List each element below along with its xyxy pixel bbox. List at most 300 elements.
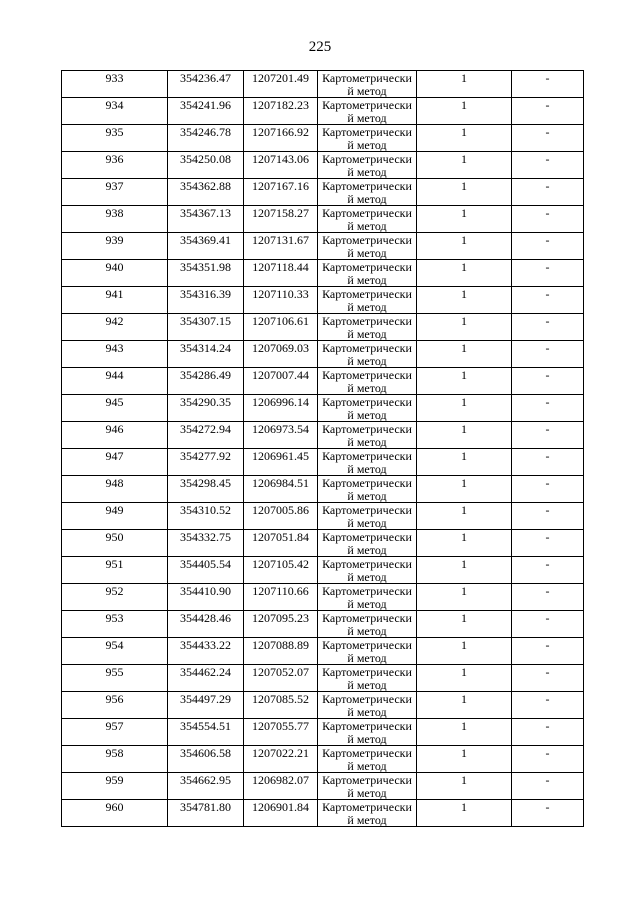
point-number-text: 944 <box>105 368 124 382</box>
y-coordinate-text: 1207007.44 <box>252 368 309 382</box>
point-number-text: 959 <box>105 773 124 787</box>
y-coordinate-cell <box>244 719 318 746</box>
multiplicity-text: 1 <box>461 476 467 490</box>
table-row <box>62 503 584 530</box>
table-row <box>62 800 584 827</box>
table-row <box>62 395 584 422</box>
multiplicity-text: 1 <box>461 611 467 625</box>
y-coordinate-cell <box>244 422 318 449</box>
note-text: - <box>545 314 550 328</box>
point-number-cell <box>62 206 168 233</box>
point-number-text: 947 <box>105 449 124 463</box>
point-number-text: 941 <box>105 287 124 301</box>
multiplicity-cell <box>417 449 512 476</box>
point-number-cell <box>62 638 168 665</box>
note-text: - <box>545 503 550 517</box>
note-text: - <box>545 692 550 706</box>
method-text: Картометрически <box>322 395 412 409</box>
method-text: й метод <box>347 137 387 152</box>
multiplicity-text: 1 <box>461 557 467 571</box>
method-text: й метод <box>347 434 387 449</box>
y-coordinate-cell <box>244 125 318 152</box>
x-coordinate-cell <box>168 368 244 395</box>
note-cell <box>512 314 584 341</box>
page-number: 225 <box>308 39 332 55</box>
note-cell <box>512 530 584 557</box>
multiplicity-text: 1 <box>461 206 467 220</box>
point-number-cell <box>62 800 168 827</box>
multiplicity-text: 1 <box>461 449 467 463</box>
y-coordinate-text: 1207105.42 <box>252 557 309 571</box>
note-cell <box>512 71 584 98</box>
note-text: - <box>545 179 550 193</box>
point-number-text: 943 <box>105 341 124 355</box>
point-number-cell <box>62 152 168 179</box>
table-row <box>62 557 584 584</box>
x-coordinate-text: 354367.13 <box>180 206 231 220</box>
x-coordinate-text: 354606.58 <box>180 746 231 760</box>
multiplicity-text: 1 <box>461 584 467 598</box>
multiplicity-text: 1 <box>461 800 467 814</box>
method-text: Картометрически <box>322 179 412 193</box>
multiplicity-cell <box>417 746 512 773</box>
method-text: й метод <box>347 758 387 773</box>
y-coordinate-text: 1207088.89 <box>252 638 309 652</box>
multiplicity-cell <box>417 179 512 206</box>
multiplicity-cell <box>417 638 512 665</box>
method-text: й метод <box>347 731 387 746</box>
point-number-text: 933 <box>105 71 124 85</box>
y-coordinate-cell <box>244 476 318 503</box>
method-text: й метод <box>347 299 387 314</box>
multiplicity-text: 1 <box>461 287 467 301</box>
multiplicity-text: 1 <box>461 773 467 787</box>
point-number-text: 946 <box>105 422 124 436</box>
y-coordinate-cell <box>244 557 318 584</box>
point-number-cell <box>62 179 168 206</box>
x-coordinate-cell <box>168 152 244 179</box>
note-cell <box>512 503 584 530</box>
multiplicity-text: 1 <box>461 692 467 706</box>
method-text: Картометрически <box>322 611 412 625</box>
method-text: й метод <box>347 83 387 98</box>
x-coordinate-cell <box>168 746 244 773</box>
x-coordinate-cell <box>168 71 244 98</box>
multiplicity-cell <box>417 422 512 449</box>
x-coordinate-cell <box>168 341 244 368</box>
y-coordinate-cell <box>244 341 318 368</box>
note-text: - <box>545 665 550 679</box>
method-cell <box>318 746 417 773</box>
point-number-cell <box>62 773 168 800</box>
method-text: й метод <box>347 596 387 611</box>
method-cell <box>318 692 417 719</box>
table-row <box>62 206 584 233</box>
method-text: й метод <box>347 191 387 206</box>
method-text: й метод <box>347 353 387 368</box>
y-coordinate-text: 1206961.45 <box>252 449 309 463</box>
point-number-text: 960 <box>105 800 124 814</box>
x-coordinate-text: 354250.08 <box>180 152 231 166</box>
point-number-cell <box>62 584 168 611</box>
multiplicity-text: 1 <box>461 719 467 733</box>
note-text: - <box>545 71 550 85</box>
method-text: й метод <box>347 218 387 233</box>
note-text: - <box>545 152 550 166</box>
point-number-cell <box>62 233 168 260</box>
y-coordinate-text: 1207055.77 <box>252 719 309 733</box>
multiplicity-cell <box>417 503 512 530</box>
x-coordinate-cell <box>168 314 244 341</box>
method-cell <box>318 584 417 611</box>
multiplicity-cell <box>417 584 512 611</box>
method-text: й метод <box>347 569 387 584</box>
y-coordinate-text: 1206984.51 <box>252 476 309 490</box>
method-text: Картометрически <box>322 746 412 760</box>
point-number-cell <box>62 260 168 287</box>
x-coordinate-cell <box>168 287 244 314</box>
method-cell <box>318 260 417 287</box>
method-text: Картометрически <box>322 638 412 652</box>
multiplicity-text: 1 <box>461 503 467 517</box>
note-text: - <box>545 530 550 544</box>
method-cell <box>318 611 417 638</box>
method-cell <box>318 449 417 476</box>
y-coordinate-cell <box>244 773 318 800</box>
note-cell <box>512 449 584 476</box>
method-cell <box>318 341 417 368</box>
note-cell <box>512 476 584 503</box>
point-number-text: 949 <box>105 503 124 517</box>
point-number-text: 935 <box>105 125 124 139</box>
x-coordinate-text: 354351.98 <box>180 260 231 274</box>
note-text: - <box>545 341 550 355</box>
note-cell <box>512 341 584 368</box>
table-row <box>62 638 584 665</box>
multiplicity-cell <box>417 476 512 503</box>
method-text: Картометрически <box>322 260 412 274</box>
method-text: Картометрически <box>322 692 412 706</box>
note-text: - <box>545 233 550 247</box>
point-number-cell <box>62 449 168 476</box>
y-coordinate-cell <box>244 368 318 395</box>
method-cell <box>318 71 417 98</box>
note-cell <box>512 206 584 233</box>
point-number-text: 955 <box>105 665 124 679</box>
point-number-text: 952 <box>105 584 124 598</box>
multiplicity-cell <box>417 692 512 719</box>
multiplicity-text: 1 <box>461 341 467 355</box>
note-text: - <box>545 719 550 733</box>
method-text: й метод <box>347 245 387 260</box>
point-number-cell <box>62 71 168 98</box>
x-coordinate-cell <box>168 692 244 719</box>
point-number-cell <box>62 557 168 584</box>
y-coordinate-text: 1207051.84 <box>252 530 309 544</box>
method-cell <box>318 179 417 206</box>
x-coordinate-cell <box>168 611 244 638</box>
multiplicity-text: 1 <box>461 260 467 274</box>
multiplicity-cell <box>417 314 512 341</box>
table-row <box>62 746 584 773</box>
note-text: - <box>545 125 550 139</box>
note-text: - <box>545 584 550 598</box>
method-cell <box>318 503 417 530</box>
method-text: Картометрически <box>322 206 412 220</box>
point-number-cell <box>62 665 168 692</box>
point-number-cell <box>62 368 168 395</box>
table-row <box>62 773 584 800</box>
y-coordinate-text: 1207022.21 <box>252 746 309 760</box>
note-cell <box>512 233 584 260</box>
note-text: - <box>545 287 550 301</box>
table-row <box>62 98 584 125</box>
x-coordinate-text: 354236.47 <box>180 71 231 85</box>
method-text: й метод <box>347 407 387 422</box>
multiplicity-cell <box>417 395 512 422</box>
note-cell <box>512 179 584 206</box>
point-number-cell <box>62 530 168 557</box>
note-text: - <box>545 260 550 274</box>
y-coordinate-cell <box>244 206 318 233</box>
table-row <box>62 719 584 746</box>
y-coordinate-text: 1207182.23 <box>252 98 309 112</box>
y-coordinate-cell <box>244 665 318 692</box>
point-number-text: 950 <box>105 530 124 544</box>
y-coordinate-cell <box>244 692 318 719</box>
x-coordinate-text: 354362.88 <box>180 179 231 193</box>
multiplicity-text: 1 <box>461 530 467 544</box>
x-coordinate-text: 354410.90 <box>180 584 231 598</box>
note-cell <box>512 368 584 395</box>
point-number-cell <box>62 746 168 773</box>
x-coordinate-cell <box>168 530 244 557</box>
x-coordinate-text: 354310.52 <box>180 503 231 517</box>
note-cell <box>512 719 584 746</box>
method-cell <box>318 530 417 557</box>
method-cell <box>318 773 417 800</box>
note-cell <box>512 395 584 422</box>
note-cell <box>512 746 584 773</box>
method-text: й метод <box>347 650 387 665</box>
x-coordinate-text: 354241.96 <box>180 98 231 112</box>
y-coordinate-cell <box>244 152 318 179</box>
multiplicity-cell <box>417 71 512 98</box>
table-row <box>62 314 584 341</box>
x-coordinate-cell <box>168 719 244 746</box>
multiplicity-text: 1 <box>461 71 467 85</box>
table-row <box>62 233 584 260</box>
method-text: Картометрически <box>322 476 412 490</box>
point-number-cell <box>62 611 168 638</box>
y-coordinate-cell <box>244 233 318 260</box>
x-coordinate-text: 354246.78 <box>180 125 231 139</box>
note-cell <box>512 692 584 719</box>
x-coordinate-text: 354497.29 <box>180 692 231 706</box>
note-cell <box>512 800 584 827</box>
method-text: Картометрически <box>322 449 412 463</box>
multiplicity-text: 1 <box>461 368 467 382</box>
point-number-text: 936 <box>105 152 124 166</box>
method-text: й метод <box>347 677 387 692</box>
y-coordinate-cell <box>244 611 318 638</box>
x-coordinate-cell <box>168 179 244 206</box>
point-number-text: 956 <box>105 692 124 706</box>
method-text: й метод <box>347 812 387 827</box>
table-row <box>62 260 584 287</box>
table-row <box>62 665 584 692</box>
point-number-text: 940 <box>105 260 124 274</box>
y-coordinate-cell <box>244 314 318 341</box>
method-text: й метод <box>347 461 387 476</box>
y-coordinate-text: 1207095.23 <box>252 611 309 625</box>
point-number-cell <box>62 719 168 746</box>
point-number-text: 945 <box>105 395 124 409</box>
method-text: й метод <box>347 704 387 719</box>
y-coordinate-cell <box>244 260 318 287</box>
x-coordinate-text: 354428.46 <box>180 611 231 625</box>
y-coordinate-cell <box>244 503 318 530</box>
note-cell <box>512 260 584 287</box>
multiplicity-text: 1 <box>461 152 467 166</box>
x-coordinate-cell <box>168 98 244 125</box>
y-coordinate-text: 1207118.44 <box>252 260 309 274</box>
y-coordinate-cell <box>244 800 318 827</box>
y-coordinate-cell <box>244 395 318 422</box>
method-text: Картометрически <box>322 341 412 355</box>
table-row <box>62 611 584 638</box>
y-coordinate-cell <box>244 746 318 773</box>
method-cell <box>318 557 417 584</box>
multiplicity-text: 1 <box>461 179 467 193</box>
x-coordinate-cell <box>168 260 244 287</box>
coordinates-table-body <box>62 71 584 827</box>
method-text: Картометрически <box>322 368 412 382</box>
method-cell <box>318 368 417 395</box>
x-coordinate-text: 354290.35 <box>180 395 231 409</box>
method-text: Картометрически <box>322 98 412 112</box>
method-text: й метод <box>347 272 387 287</box>
method-text: Картометрически <box>322 773 412 787</box>
y-coordinate-text: 1207143.06 <box>252 152 309 166</box>
method-cell <box>318 125 417 152</box>
multiplicity-text: 1 <box>461 422 467 436</box>
method-cell <box>318 665 417 692</box>
note-cell <box>512 287 584 314</box>
note-cell <box>512 773 584 800</box>
table-row <box>62 530 584 557</box>
y-coordinate-text: 1207052.07 <box>252 665 309 679</box>
point-number-text: 934 <box>105 98 124 112</box>
method-text: Картометрически <box>322 422 412 436</box>
multiplicity-cell <box>417 287 512 314</box>
multiplicity-text: 1 <box>461 314 467 328</box>
x-coordinate-text: 354307.15 <box>180 314 231 328</box>
multiplicity-cell <box>417 206 512 233</box>
note-cell <box>512 152 584 179</box>
x-coordinate-text: 354286.49 <box>180 368 231 382</box>
multiplicity-text: 1 <box>461 98 467 112</box>
multiplicity-text: 1 <box>461 665 467 679</box>
multiplicity-cell <box>417 125 512 152</box>
method-text: й метод <box>347 380 387 395</box>
point-number-text: 957 <box>105 719 124 733</box>
x-coordinate-text: 354272.94 <box>180 422 231 436</box>
method-cell <box>318 233 417 260</box>
multiplicity-cell <box>417 152 512 179</box>
x-coordinate-cell <box>168 395 244 422</box>
note-text: - <box>545 206 550 220</box>
point-number-cell <box>62 692 168 719</box>
x-coordinate-text: 354369.41 <box>180 233 231 247</box>
y-coordinate-text: 1207085.52 <box>252 692 309 706</box>
method-text: й метод <box>347 542 387 557</box>
point-number-text: 954 <box>105 638 124 652</box>
note-cell <box>512 638 584 665</box>
x-coordinate-text: 354462.24 <box>180 665 231 679</box>
multiplicity-cell <box>417 719 512 746</box>
note-cell <box>512 422 584 449</box>
point-number-cell <box>62 476 168 503</box>
method-text: й метод <box>347 623 387 638</box>
y-coordinate-text: 1207106.61 <box>252 314 309 328</box>
y-coordinate-text: 1207166.92 <box>252 125 309 139</box>
multiplicity-cell <box>417 530 512 557</box>
x-coordinate-text: 354554.51 <box>180 719 231 733</box>
multiplicity-cell <box>417 98 512 125</box>
point-number-cell <box>62 314 168 341</box>
x-coordinate-text: 354781.80 <box>180 800 231 814</box>
y-coordinate-cell <box>244 638 318 665</box>
method-text: Картометрически <box>322 233 412 247</box>
note-text: - <box>545 395 550 409</box>
point-number-text: 937 <box>105 179 124 193</box>
note-text: - <box>545 422 550 436</box>
coordinates-table <box>61 70 584 827</box>
x-coordinate-cell <box>168 125 244 152</box>
table-row <box>62 692 584 719</box>
method-text: й метод <box>347 326 387 341</box>
method-cell <box>318 314 417 341</box>
method-cell <box>318 638 417 665</box>
method-text: Картометрически <box>322 503 412 517</box>
multiplicity-text: 1 <box>461 233 467 247</box>
y-coordinate-text: 1207069.03 <box>252 341 309 355</box>
x-coordinate-cell <box>168 449 244 476</box>
method-text: Картометрически <box>322 719 412 733</box>
multiplicity-cell <box>417 368 512 395</box>
method-cell <box>318 395 417 422</box>
y-coordinate-text: 1207110.33 <box>252 287 309 301</box>
x-coordinate-cell <box>168 476 244 503</box>
point-number-text: 948 <box>105 476 124 490</box>
x-coordinate-text: 354316.39 <box>180 287 231 301</box>
note-text: - <box>545 98 550 112</box>
method-text: й метод <box>347 488 387 503</box>
multiplicity-text: 1 <box>461 125 467 139</box>
y-coordinate-text: 1207201.49 <box>252 71 309 85</box>
method-text: й метод <box>347 515 387 530</box>
note-text: - <box>545 611 550 625</box>
note-cell <box>512 611 584 638</box>
method-text: Картометрически <box>322 800 412 814</box>
point-number-cell <box>62 395 168 422</box>
y-coordinate-cell <box>244 98 318 125</box>
x-coordinate-cell <box>168 665 244 692</box>
x-coordinate-cell <box>168 422 244 449</box>
multiplicity-cell <box>417 557 512 584</box>
y-coordinate-text: 1207167.16 <box>252 179 309 193</box>
